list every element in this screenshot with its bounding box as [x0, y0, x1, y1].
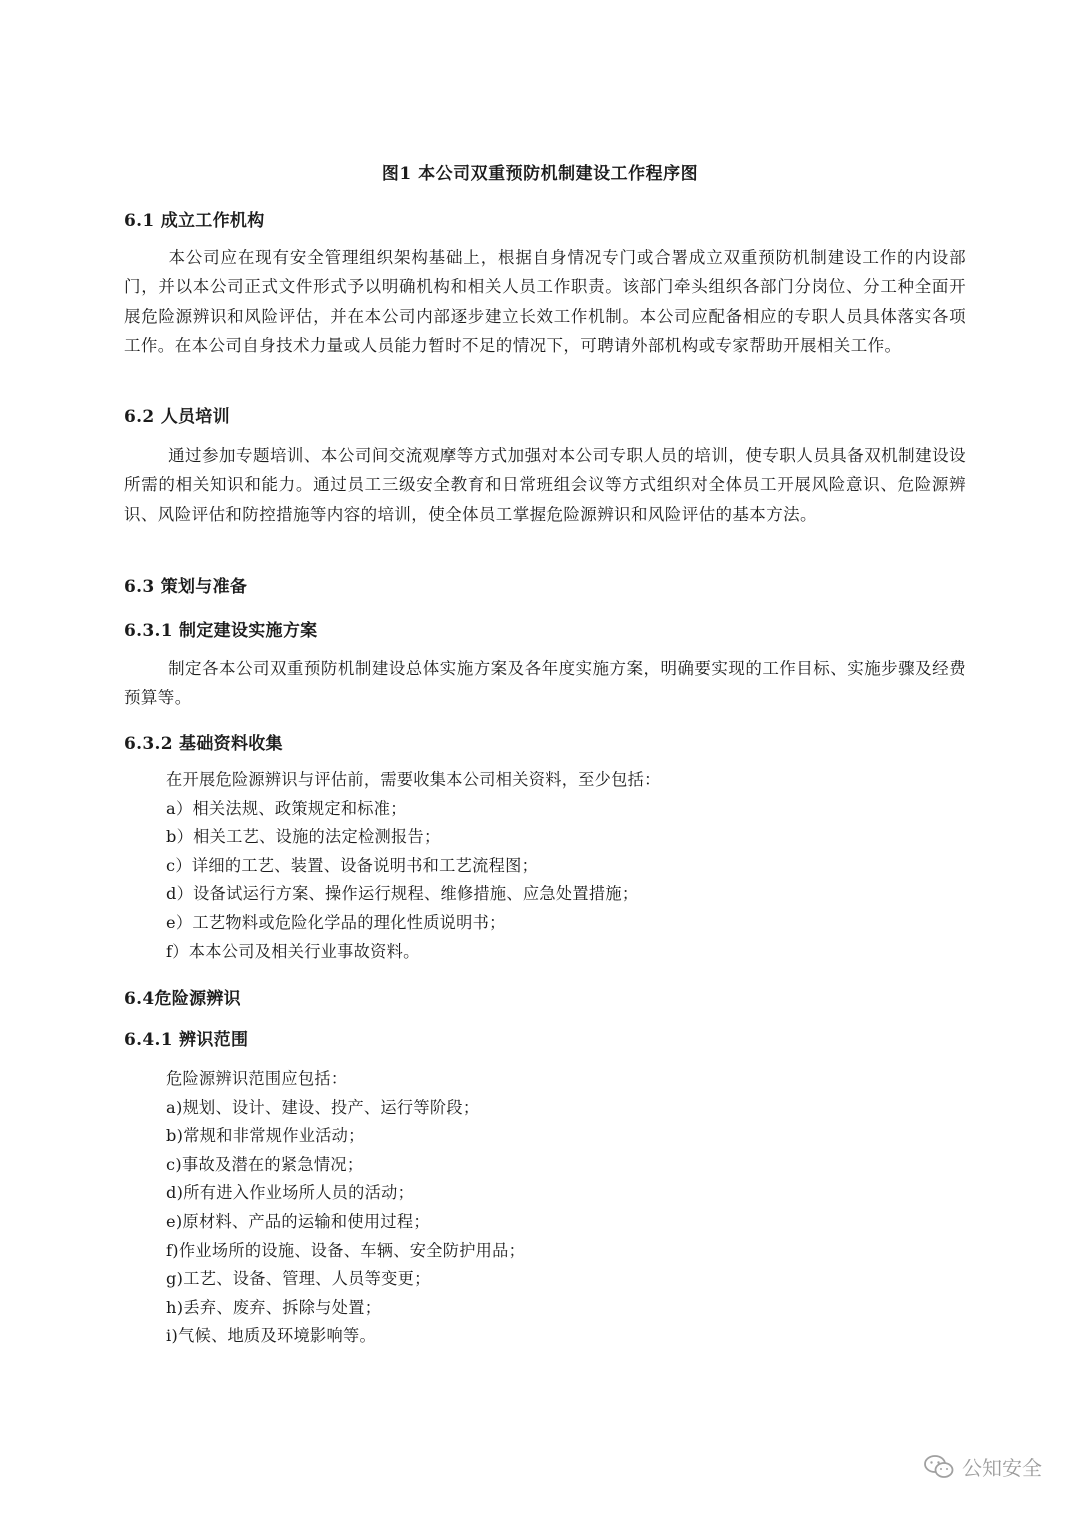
list-item: d)所有进入作业场所人员的活动；: [166, 1183, 415, 1203]
section-heading-6-4-1: 6.4.1 辨识范围: [124, 1030, 249, 1050]
figure-caption: 图1 本公司双重预防机制建设工作程序图: [381, 164, 699, 184]
section-paragraph-6-2: [124, 441, 966, 529]
list-item: a）相关法规、政策规定和标准；: [166, 798, 407, 818]
list-item: i)气候、地质及环境影响等。: [166, 1326, 376, 1346]
paragraph-text: 制定各本公司双重预防机制建设总体实施方案及各年度实施方案，明确要实现的工作目标、实施步骤及经费预算等。: [124, 659, 966, 708]
section-heading-6-4: 6.4危险源辨识: [124, 989, 241, 1009]
section-heading-6-2: 6.2 人员培训: [124, 407, 230, 427]
list-item: g)工艺、设备、管理、人员等变更；: [166, 1269, 431, 1289]
section-heading-6-1: 6.1 成立工作机构: [124, 211, 265, 231]
section-heading-6-3-1: 6.3.1 制定建设实施方案: [124, 621, 318, 641]
list-item: e）工艺物料或危险化学品的理化性质说明书；: [166, 912, 506, 932]
list-item: b）相关工艺、设施的法定检测报告；: [166, 827, 441, 847]
paragraph-text: 本公司应在现有安全管理组织架构基础上，根据自身情况专门或合署成立双重预防机制建设工作的内设部门，并以本公司正式文件形式予以明确机构和相关人员工作职责。该部门牵头组织各部门分岗位、分工种全面开展危险源辨识和风险评估，并在本公司内部逐步建立长效工作机制。本公司应配备相应的专职人员具体落实各项工作。在本公司自身技术力量或人员能力暂时不足的情况下，可聘请外部机构或专家帮助开展相关工作。: [124, 248, 966, 355]
identification-scope-list: [166, 1065, 525, 1351]
section-heading-6-3: 6.3 策划与准备: [124, 577, 248, 597]
list-item: a)规划、设计、建设、投产、运行等阶段；: [166, 1097, 480, 1117]
list-item: b)常规和非常规作业活动；: [166, 1126, 365, 1146]
paragraph-text: 通过参加专题培训、本公司间交流观摩等方式加强对本公司专职人员的培训，使专职人员具备双机制建设设所需的相关知识和能力。通过员工三级安全教育和日常班组会议等方式组织对全体员工开展风险意识、危险源辨识、风险评估和防控措施等内容的培训，使全体员工掌握危险源辨识和风险评估的基本方法。: [124, 446, 966, 524]
list-item: e)原材料、产品的运输和使用过程；: [166, 1211, 430, 1231]
resource-list: [166, 766, 661, 966]
list-item: f)作业场所的设施、设备、车辆、安全防护用品；: [166, 1240, 526, 1260]
wechat-icon: [924, 1454, 954, 1480]
list-item: f）本本公司及相关行业事故资料。: [166, 941, 420, 961]
watermark-text: 公知安全: [962, 1456, 1042, 1480]
list-item: h)丢弃、废弃、拆除与处置；: [166, 1297, 382, 1317]
section-paragraph-6-1: [124, 243, 966, 360]
list-item: c）详细的工艺、装置、设备说明书和工艺流程图；: [166, 855, 539, 875]
list-intro: 在开展危险源辨识与评估前，需要收集本公司相关资料，至少包括：: [166, 770, 661, 789]
list-intro: 危险源辨识范围应包括：: [166, 1069, 348, 1088]
list-item: d）设备试运行方案、操作运行规程、维修措施、应急处置措施；: [166, 884, 639, 904]
section-paragraph-6-3-1: [124, 654, 966, 713]
watermark: [924, 1452, 1042, 1481]
list-item: c)事故及潜在的紧急情况；: [166, 1154, 364, 1174]
section-heading-6-3-2: 6.3.2 基础资料收集: [124, 734, 283, 754]
